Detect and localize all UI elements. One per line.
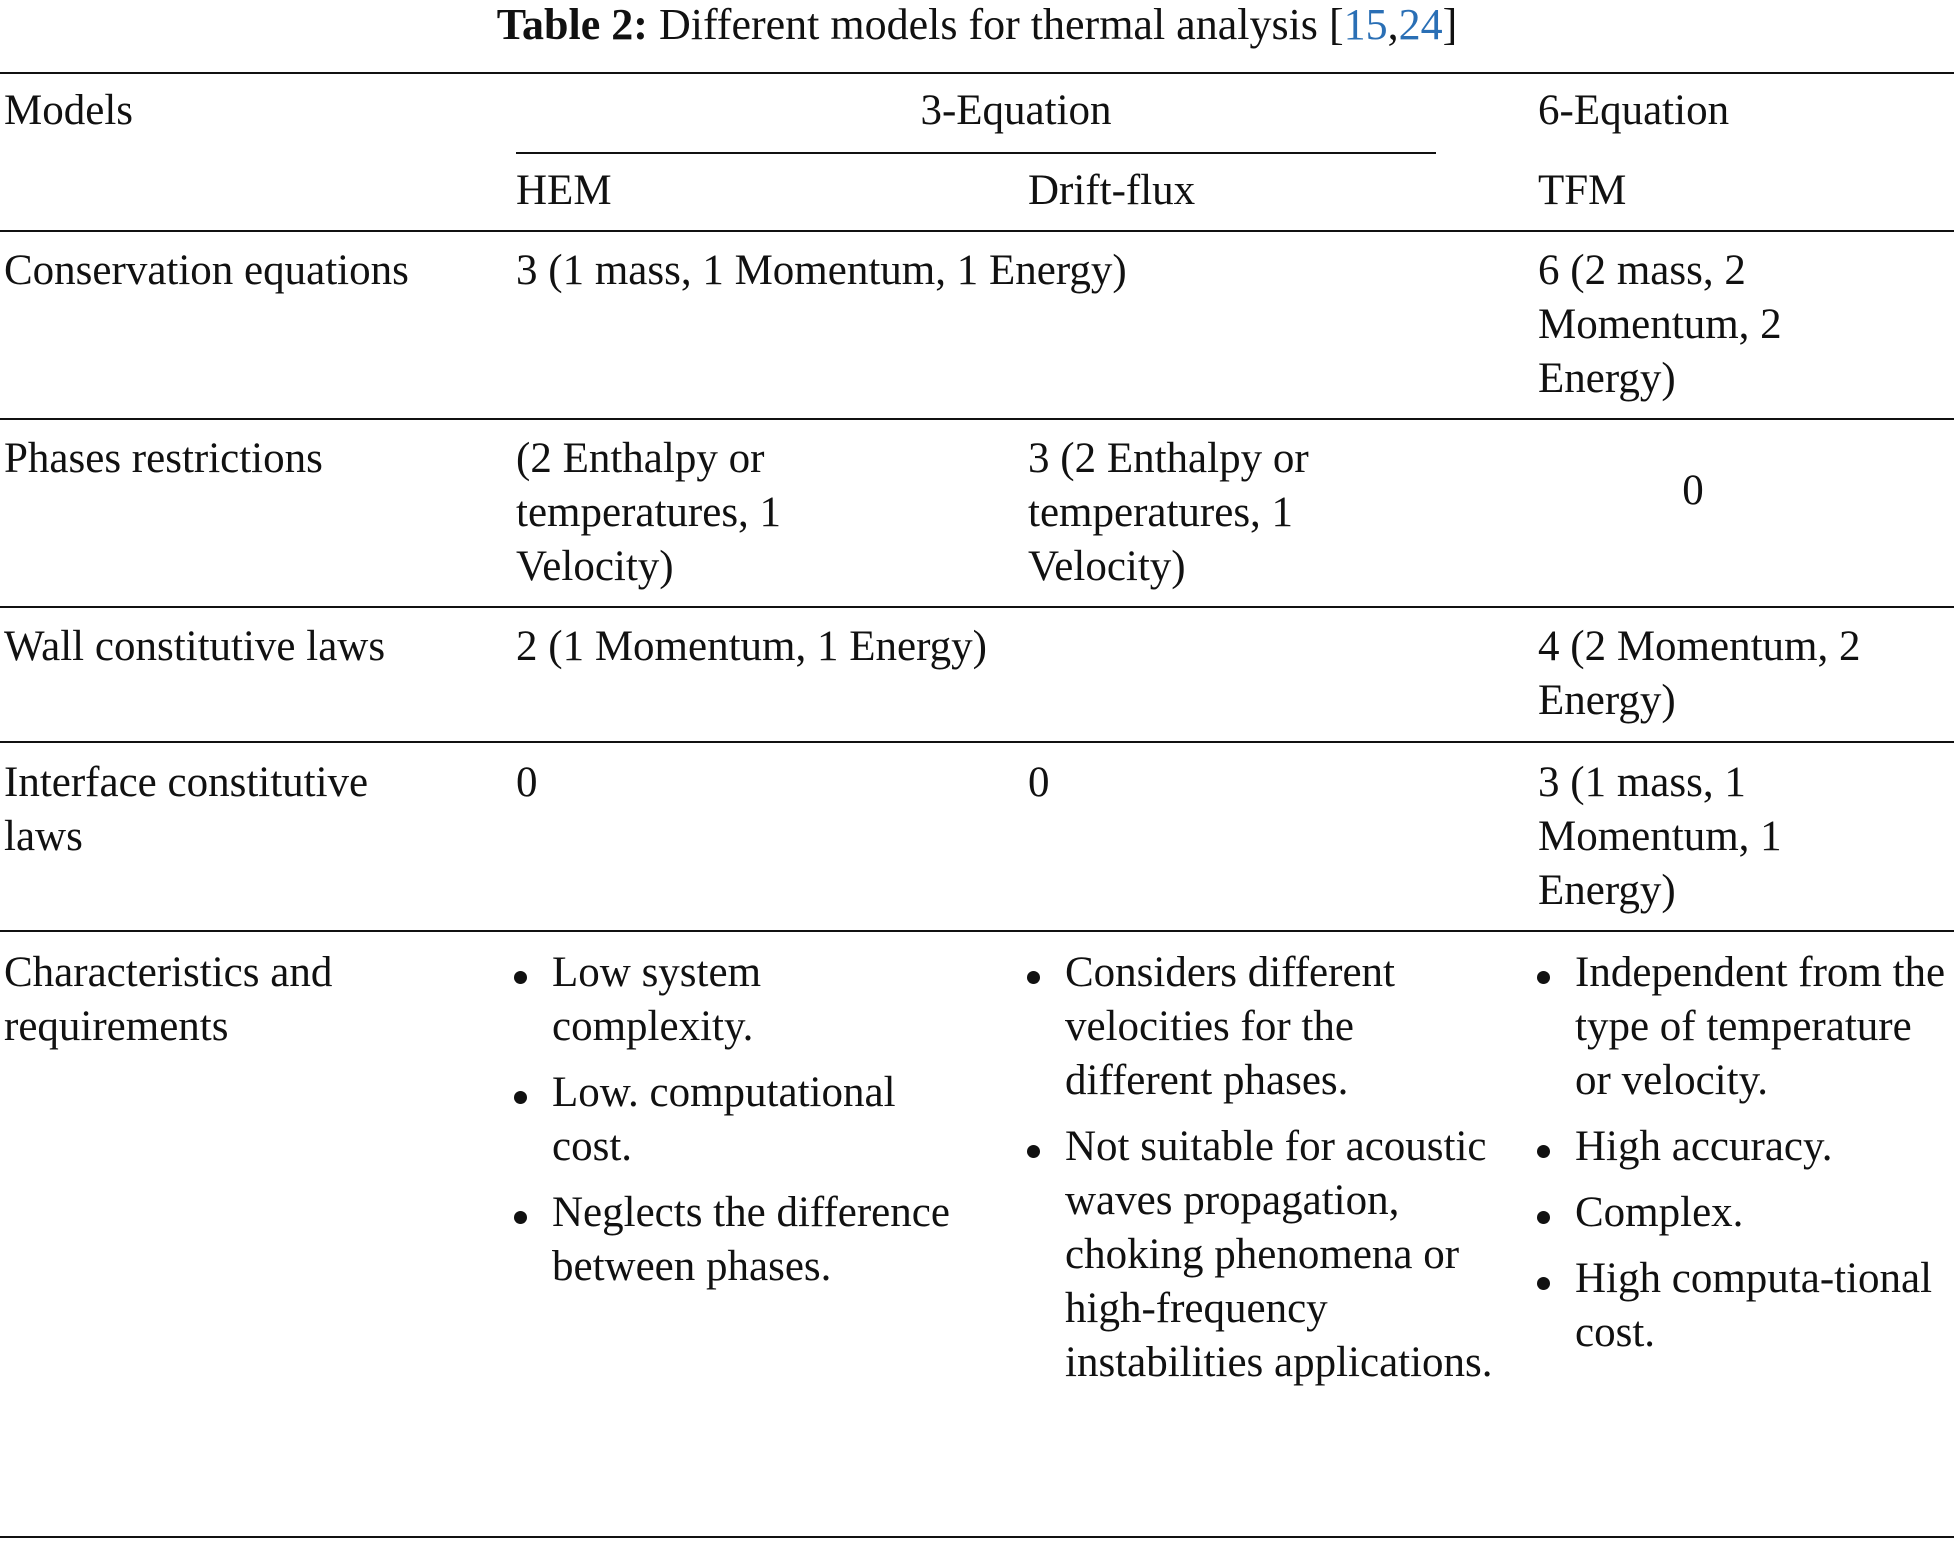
tfm-characteristics-list — [1535, 946, 1949, 1372]
row-label-characteristics: Characteristics and requirements — [4, 949, 333, 1050]
cell-wall-tfm: 4 (2 Momentum, 2 Energy) — [1538, 623, 1861, 724]
list-item: Considers different velocities for the different phases. — [1025, 946, 1495, 1108]
row-rule-2 — [0, 606, 1954, 608]
cell-phases-hem: (2 Enthalpy or temperatures, 1 Velocity) — [516, 435, 782, 590]
bottom-rule — [0, 1536, 1954, 1538]
drift-flux-characteristics-list — [1025, 946, 1495, 1402]
list-item: Independent from the type of temperature or velocity. — [1535, 946, 1949, 1108]
group-rule-3-equation — [516, 152, 1436, 154]
header-hem: HEM — [516, 167, 612, 214]
cell-phases-tfm: 0 — [1682, 467, 1704, 514]
cell-interface-tfm: 3 (1 mass, 1 Momentum, 1 Energy) — [1538, 759, 1782, 914]
table-caption — [0, 0, 1954, 50]
list-item: Neglects the difference between phases. — [512, 1186, 967, 1294]
top-rule — [0, 72, 1954, 74]
hem-characteristics-list — [512, 946, 967, 1306]
header-3-equation: 3-Equation — [920, 87, 1112, 134]
cell-interface-drift-flux: 0 — [1028, 759, 1050, 806]
cell-phases-drift-flux: 3 (2 Enthalpy or temperatures, 1 Velocity) — [1028, 435, 1309, 590]
cell-conservation-3-equation: 3 (1 mass, 1 Momentum, 1 Energy) — [516, 247, 1127, 294]
header-rule — [0, 230, 1954, 232]
caption-text: Different models for thermal analysis — [658, 0, 1318, 49]
list-item: Low system complexity. — [512, 946, 967, 1054]
citation-link-24[interactable]: 24 — [1398, 0, 1443, 49]
row-label-phases: Phases restrictions — [4, 435, 323, 482]
caption-label: Table 2: — [496, 0, 648, 49]
row-rule-3 — [0, 741, 1954, 743]
cell-wall-3-equation: 2 (1 Momentum, 1 Energy) — [516, 623, 987, 670]
cell-conservation-tfm: 6 (2 mass, 2 Momentum, 2 Energy) — [1538, 247, 1782, 402]
caption-ref-sep: , — [1387, 0, 1399, 49]
row-rule-1 — [0, 418, 1954, 420]
row-rule-4 — [0, 930, 1954, 932]
header-drift-flux: Drift-flux — [1028, 167, 1196, 214]
header-6-equation: 6-Equation — [1538, 87, 1730, 134]
row-label-wall: Wall constitutive laws — [4, 623, 386, 670]
header-models: Models — [4, 87, 133, 134]
citation-link-15[interactable]: 15 — [1343, 0, 1388, 49]
caption-ref-close: ] — [1442, 0, 1458, 49]
list-item: High accuracy. — [1535, 1120, 1949, 1174]
caption-ref-open: [ — [1328, 0, 1344, 49]
header-tfm: TFM — [1538, 167, 1627, 214]
list-item: High computa-tional cost. — [1535, 1252, 1949, 1360]
cell-interface-hem: 0 — [516, 759, 538, 806]
list-item: Low. computational cost. — [512, 1066, 967, 1174]
list-item: Complex. — [1535, 1186, 1949, 1240]
row-label-interface: Interface constitutive laws — [4, 759, 369, 860]
list-item: Not suitable for acoustic waves propagation, choking phenomena or high-frequency instabilities applications. — [1025, 1120, 1495, 1390]
row-label-conservation: Conservation equations — [4, 247, 409, 294]
